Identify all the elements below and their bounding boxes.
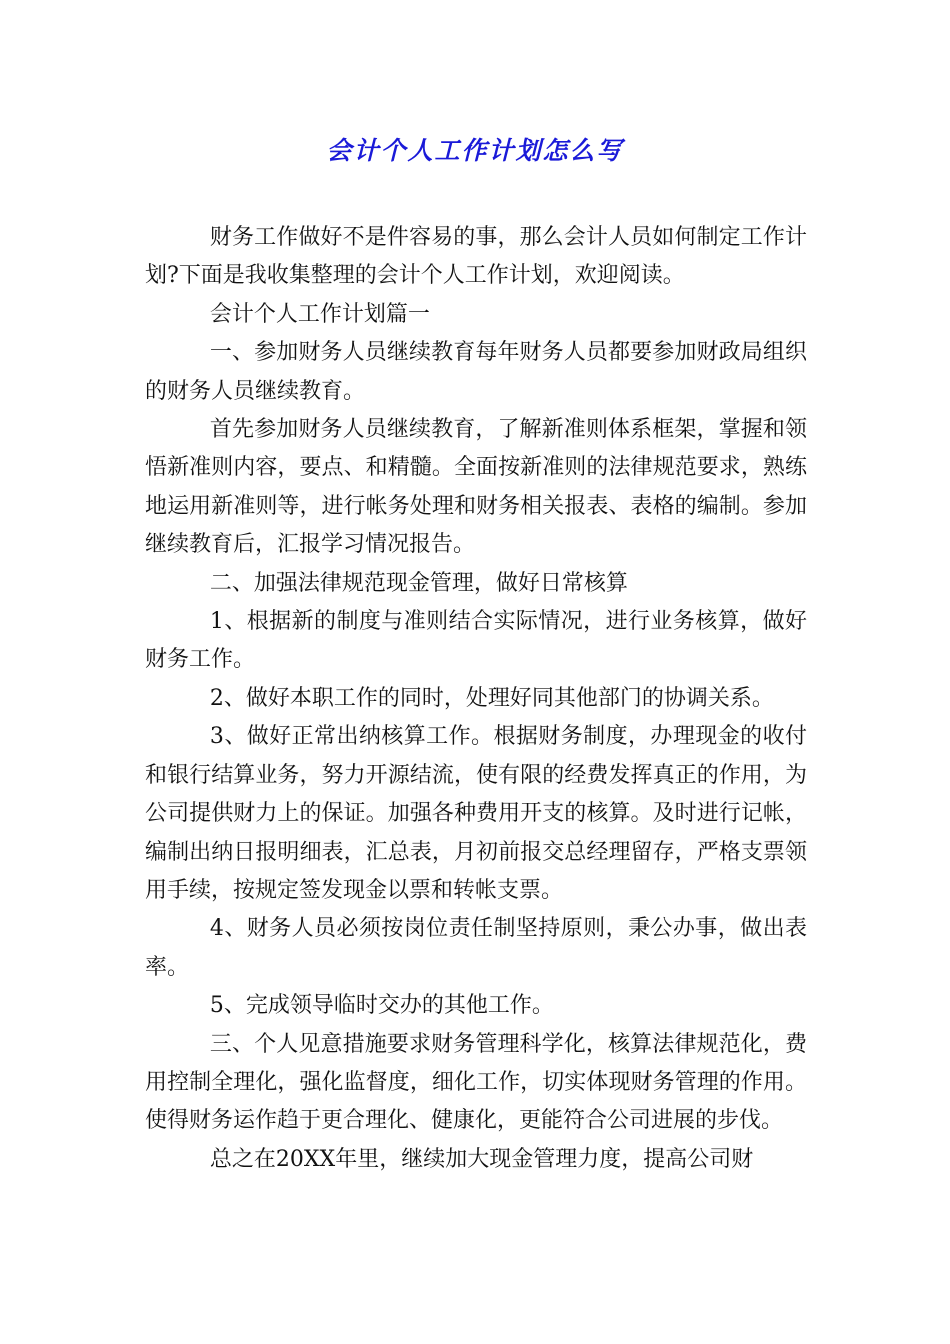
paragraph-item-1: 一、参加财务人员继续教育每年财务人员都要参加财政局组织的财务人员继续教育。 <box>145 340 807 404</box>
document-body <box>145 219 807 1179</box>
paragraph-item-2-5: 5、完成领导临时交办的其他工作。 <box>209 993 554 1019</box>
paragraph-item-1-detail: 首先参加财务人员继续教育，了解新准则体系框架，掌握和领悟新准则内容，要点、和精髓。全面按新准则的法律规范要求，熟练地运用新准则等，进行帐务处理和财务相关报表、表格的编制。参加继续教育后，汇报学习情况报告。 <box>145 417 807 558</box>
paragraph-section-heading: 会计个人工作计划篇一 <box>209 301 430 327</box>
paragraph-item-2-3: 3、做好正常出纳核算工作。根据财务制度，办理现金的收付和银行结算业务，努力开源结流，使有限的经费发挥真正的作用，为公司提供财力上的保证。加强各种费用开支的核算。及时进行记帐，编制出纳日报明细表，汇总表，月初前报交总经理留存，严格支票领用手续，按规定签发现金以票和转帐支票。 <box>145 724 807 903</box>
paragraph-summary: 总之在20XX年里，继续加大现金管理力度，提高公司财 <box>209 1146 754 1172</box>
paragraph-item-2: 二、加强法律规范现金管理，做好日常核算 <box>209 570 628 596</box>
document-title: 会计个人工作计划怎么写 <box>326 136 624 165</box>
paragraph-item-3: 三、个人见意措施要求财务管理科学化，核算法律规范化，费用控制全理化，强化监督度，细化工作，切实体现财务管理的作用。使得财务运作趋于更合理化、健康化，更能符合公司进展的步伐。 <box>145 1031 807 1134</box>
paragraph-item-2-1: 1、根据新的制度与准则结合实际情况，进行业务核算，做好财务工作。 <box>145 609 807 673</box>
paragraph-item-2-4: 4、财务人员必须按岗位责任制坚持原则，秉公办事，做出表率。 <box>145 916 807 980</box>
paragraph-intro: 财务工作做好不是件容易的事，那么会计人员如何制定工作计划?下面是我收集整理的会计个人工作计划，欢迎阅读。 <box>145 225 807 289</box>
paragraph-item-2-2: 2、做好本职工作的同时，处理好同其他部门的协调关系。 <box>209 685 774 711</box>
